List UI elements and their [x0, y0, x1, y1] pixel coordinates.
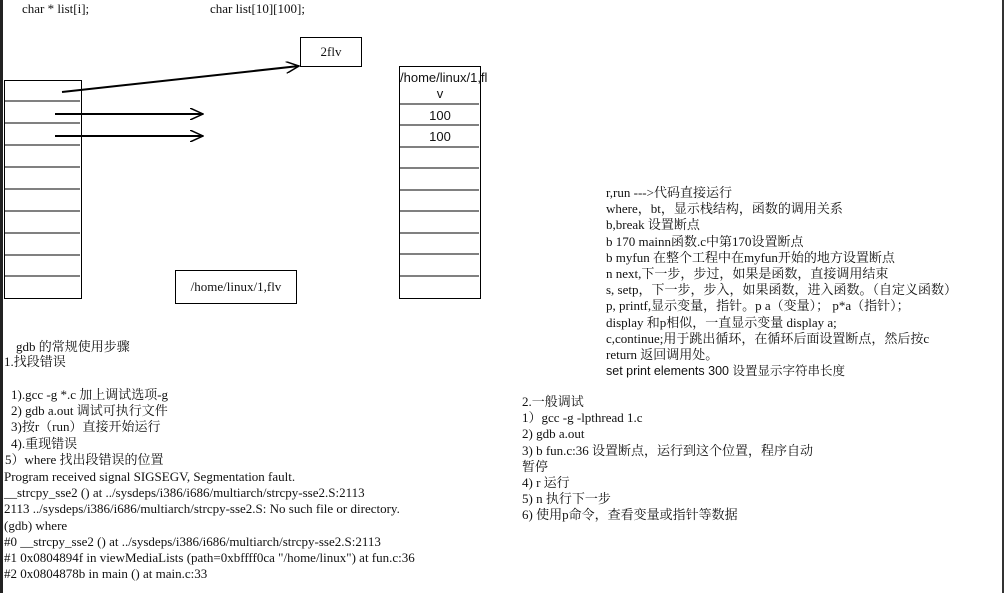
- output-line: (gdb) where: [4, 517, 68, 533]
- command-line: where，bt，显示栈结构，函数的调用关系: [606, 201, 843, 217]
- output-line: 2113 ../sysdeps/i386/i686/multiarch/strcpy-sse2.S: No such file or directory.: [4, 501, 400, 517]
- general-debug-notes: [522, 394, 813, 524]
- pointer-arrow-to-target: [62, 66, 299, 92]
- output-line: #1 0x0804894f in viewMediaLists (path=0xbffff0ca "/home/linux") at fun.c:36: [4, 550, 415, 566]
- command-line: b,break 设置断点: [606, 217, 700, 233]
- debug-line: 5) n 执行下一步: [522, 491, 611, 507]
- step-line: 3)按r（run）直接开始运行: [11, 419, 161, 435]
- command-line: c,continue;用于跳出循环，在循环后面设置断点，然后按c: [606, 330, 930, 346]
- target-string-label: 2flv: [320, 44, 342, 59]
- command-line: n next,下一步，步过，如果是函数，直接调用结束: [606, 266, 889, 282]
- command-line: p, printf,显示变量，指针。p a（变量）； p*a（指针）；: [606, 298, 910, 314]
- step-line: 5）where 找出段错误的位置: [5, 451, 164, 467]
- path-box-label: /home/linux/1,flv: [190, 279, 282, 294]
- debug-line: 6) 使用p命令，查看变量或指针等数据: [522, 507, 738, 523]
- output-line: Program received signal SIGSEGV, Segmentation fault.: [4, 469, 296, 484]
- debug-line: 1）gcc -g -lpthread 1.c: [522, 410, 643, 426]
- step-line: 4).重现错误: [11, 435, 78, 451]
- gdb-heading: gdb 的常规使用步骤: [16, 339, 130, 354]
- string-array-header-line2: v: [436, 86, 444, 101]
- command-line: b 170 mainn函数.c中第170设置断点: [606, 233, 804, 249]
- section-find-segfault: 1.找段错误: [4, 354, 66, 369]
- string-array-cell: 100: [429, 129, 451, 144]
- debug-line: 4) r 运行: [522, 475, 570, 491]
- command-line: s, setp，下一步，步入，如果函数，进入函数。（自定义函数）: [606, 282, 958, 298]
- output-line: #2 0x0804878b in main () at main.c:33: [4, 566, 208, 582]
- command-line: r,run --->代码直接运行: [606, 185, 732, 200]
- segfault-steps: [5, 387, 169, 468]
- command-line: b myfun 在整个工程中在myfun开始的地方设置断点: [606, 249, 895, 265]
- debug-line: 2) gdb a.out: [522, 426, 585, 442]
- output-line: __strcpy_sse2 () at ../sysdeps/i386/i686/multiarch/strcpy-sse2.S:2113: [4, 485, 365, 501]
- gdb-output: [4, 469, 415, 582]
- command-line: return 返回调用处。: [606, 347, 719, 363]
- debug-line: 暂停: [522, 458, 549, 474]
- debug-line: 2.一般调试: [522, 394, 584, 409]
- print-elements-line: set print elements 300 设置显示字符串长度: [606, 364, 845, 379]
- step-line: 2) gdb a.out 调试可执行文件: [11, 403, 168, 419]
- step-line: 1).gcc -g *.c 加上调试选项-g: [11, 387, 169, 402]
- debug-line: 3) b fun.c:36 设置断点，运行到这个位置，程序自动: [522, 442, 814, 458]
- string-array-header-line1: /home/linux/1,fl: [400, 70, 488, 85]
- string-array-cell: 100: [429, 108, 451, 123]
- char-pointer-array-label: char * list[i];: [22, 1, 90, 16]
- char-2d-array-label: char list[10][100];: [210, 1, 305, 16]
- gdb-command-notes: [606, 185, 957, 379]
- command-line: display 和p相似，一直显示变量 display a;: [606, 314, 837, 330]
- output-line: #0 __strcpy_sse2 () at ../sysdeps/i386/i686/multiarch/strcpy-sse2.S:2113: [4, 533, 381, 549]
